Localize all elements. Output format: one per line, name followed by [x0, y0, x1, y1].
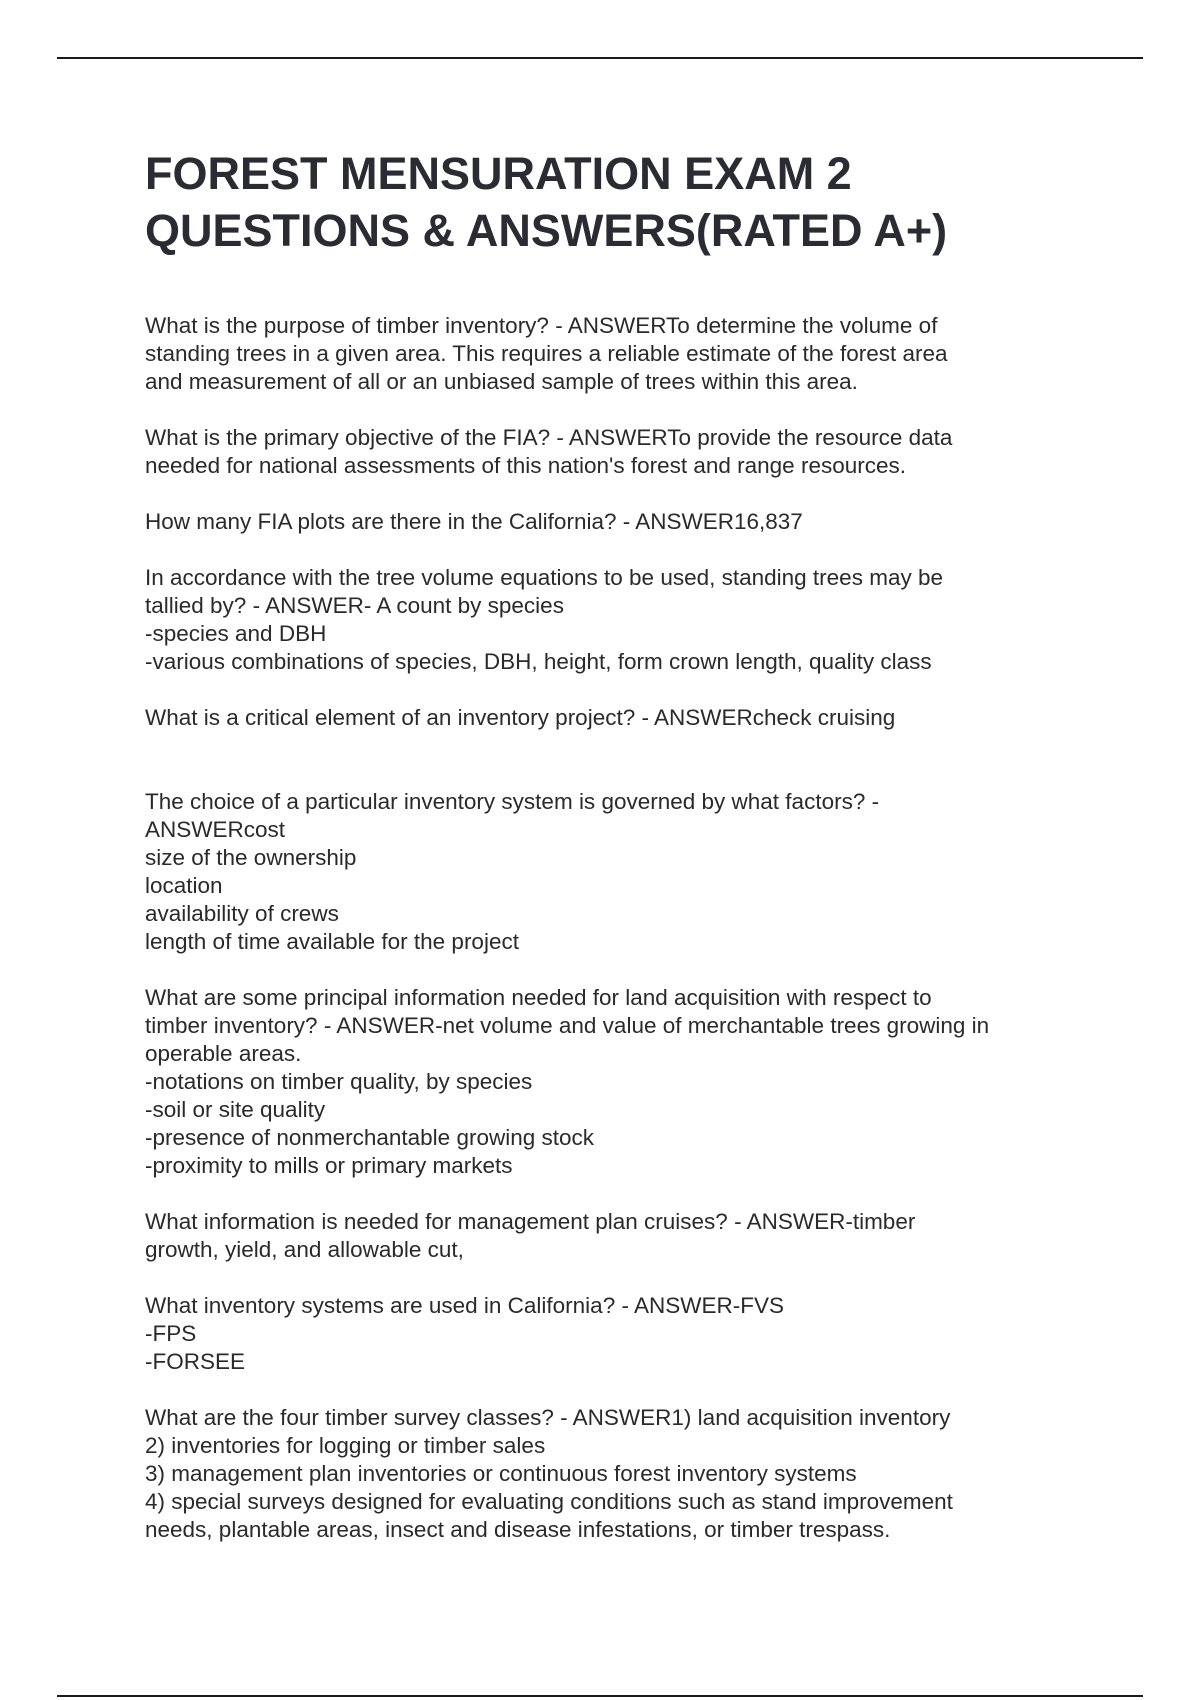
title-line-2: QUESTIONS & ANSWERS(RATED A+)	[145, 205, 948, 256]
document-title	[145, 145, 1085, 259]
qa-item-management-plan: What information is needed for management plan cruises? - ANSWER-timber growth, yield, and allowable cut,	[145, 1209, 916, 1262]
qa-item-timber-inventory-purpose: What is the purpose of timber inventory? - ANSWERTo determine the volume of standing trees in a given area. This requires a reliable estimate of the forest area and measurement of all or an unbiased sample of trees within this area.	[145, 313, 948, 394]
qa-item-fia-plots: How many FIA plots are there in the California? - ANSWER16,837	[145, 509, 803, 534]
qa-item-fia-objective: What is the primary objective of the FIA? - ANSWERTo provide the resource data needed for national assessments of this nation's forest and range resources.	[145, 425, 953, 478]
qa-item-survey-classes: What are the four timber survey classes? - ANSWER1) land acquisition inventory 2) inventories for logging or timber sales 3) management plan inventories or continuous forest inventory systems 4) special surveys designed for evaluating conditions such as stand improvement needs, plantable areas, insect and disease infestations, or timber trespass.	[145, 1405, 953, 1542]
qa-item-tally-methods: In accordance with the tree volume equations to be used, standing trees may be tallied by? - ANSWER- A count by species -species and DBH -various combinations of species, DBH, height, form crown length, quality class	[145, 565, 943, 674]
document-body	[145, 145, 1085, 1572]
title-line-1: FOREST MENSURATION EXAM 2	[145, 148, 852, 199]
qa-item-inventory-factors: The choice of a particular inventory system is governed by what factors? - ANSWERcost size of the ownership location availability of crews length of time available for the project	[145, 789, 880, 954]
bottom-divider	[57, 1695, 1143, 1697]
qa-item-land-acquisition: What are some principal information needed for land acquisition with respect to timber inventory? - ANSWER-net volume and value of merchantable trees growing in operable areas. -notations on timber quality, by species -soil or site quality -presence of nonmerchantable growing stock -proximity to mills or primary markets	[145, 985, 990, 1178]
qa-item-inventory-systems: What inventory systems are used in California? - ANSWER-FVS -FPS -FORSEE	[145, 1293, 784, 1374]
qa-item-critical-element: What is a critical element of an inventory project? - ANSWERcheck cruising	[145, 705, 896, 730]
qa-list	[145, 312, 1085, 1544]
top-divider	[57, 57, 1143, 59]
